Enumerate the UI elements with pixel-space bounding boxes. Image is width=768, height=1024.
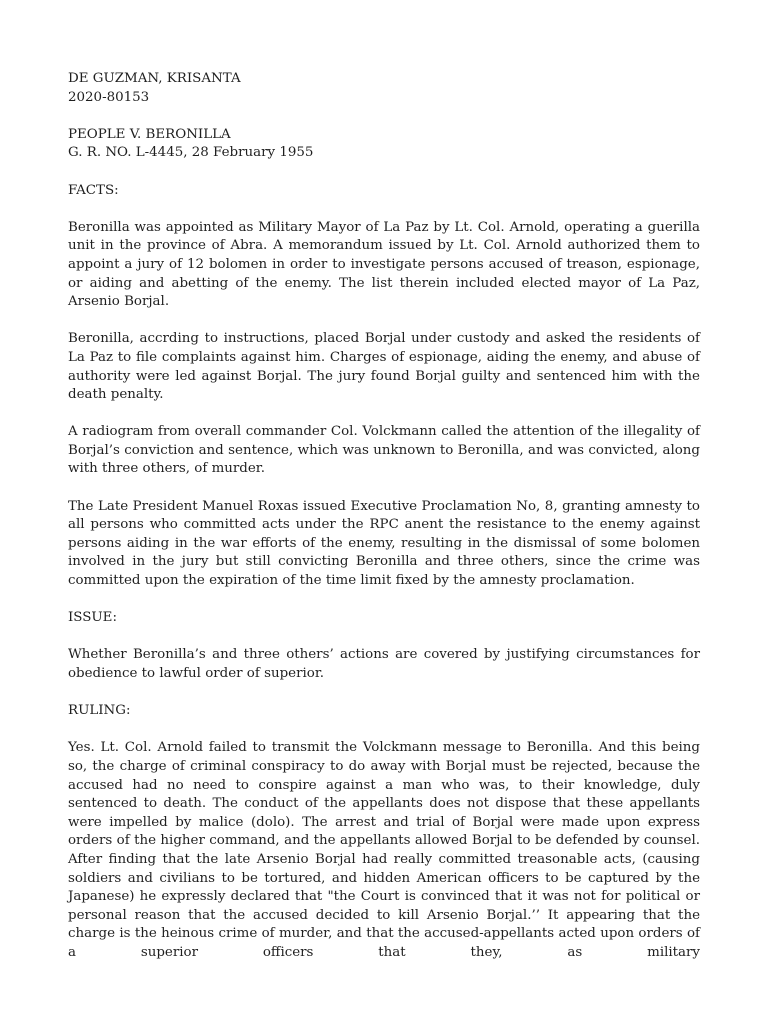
student-name: DE GUZMAN, KRISANTA — [68, 71, 241, 86]
facts-paragraph-4: The Late President Manuel Roxas issued Executive Proclamation No, 8, granting amnesty to all persons who committed acts under the RPC anent the resistance to the enemy against persons aiding in the war efforts of the enemy, resulting in the dismissal of some bolomen involved in the jury but still convicting Beronilla and three others, since the crime was committed upon the expiration of the time limit fixed by the amnesty proclamation. — [68, 498, 700, 589]
facts-paragraph-2: Beronilla, accrding to instructions, placed Borjal under custody and asked the residents of La Paz to file complaints against him. Charges of espionage, aiding the enemy, and abuse of authority were led against Borjal. The jury found Borjal guilty and sentenced him with the death penalty. — [68, 331, 700, 403]
spacer — [68, 163, 700, 182]
facts-paragraph-1: Beronilla was appointed as Military Mayor of La Paz by Lt. Col. Arnold, operating a guerilla unit in the province of Abra. A memorandum issued by Lt. Col. Arnold authorized them to appoint a jury of 12 bolomen in order to investigate persons accused of treason, espionage, or aiding and abetting of the enemy. The list therein included elected mayor of La Paz, Arsenio Borjal. — [68, 219, 700, 310]
case-citation: G. R. NO. L-4445, 28 February 1955 — [68, 145, 314, 161]
ruling-paragraph: Yes. Lt. Col. Arnold failed to transmit the Volckmann message to Beronilla. And this being so, the charge of criminal conspiracy to do away with Borjal must be rejected, because the accused had no need to conspire against a man who was, to their knowledge, duly sentenced to death. The conduct of the appellants does not dispose that these appellants were impelled by malice (dolo). The arrest and trial of Borjal were made upon express orders of the higher command, and the appellants allowed Borjal to be defended by counsel. After finding that the late Arsenio Borjal had really committed treasonable acts, (causing soldiers and civilians to be tortured, and hidden American officers to be captured by the Japanese) he expressly declared that "the Court is convinced that it was not for political or personal reason that the accused decided to kill Arsenio Borjal.’’ It appearing that the charge is the heinous crime of murder, and that the accused-appellants acted upon orders of a superior officers that they, as military — [68, 740, 700, 960]
issue-heading: ISSUE: — [68, 610, 117, 626]
case-title: PEOPLE V. BERONILLA — [68, 126, 231, 142]
facts-heading: FACTS: — [68, 182, 119, 198]
issue-paragraph: Whether Beronilla’s and three others’ actions are covered by justifying circumstances for obedience to lawful order of superior. — [68, 647, 700, 681]
facts-paragraph-3: A radiogram from overall commander Col. Volckmann called the attention of the illegality of Borjal’s conviction and sentence, which was unknown to Beronilla, and was convicted, along with three others, of murder. — [68, 424, 700, 477]
student-id: 2020-80153 — [68, 89, 150, 105]
document-page — [68, 70, 700, 963]
spacer — [68, 107, 700, 126]
ruling-heading: RULING: — [68, 703, 131, 719]
